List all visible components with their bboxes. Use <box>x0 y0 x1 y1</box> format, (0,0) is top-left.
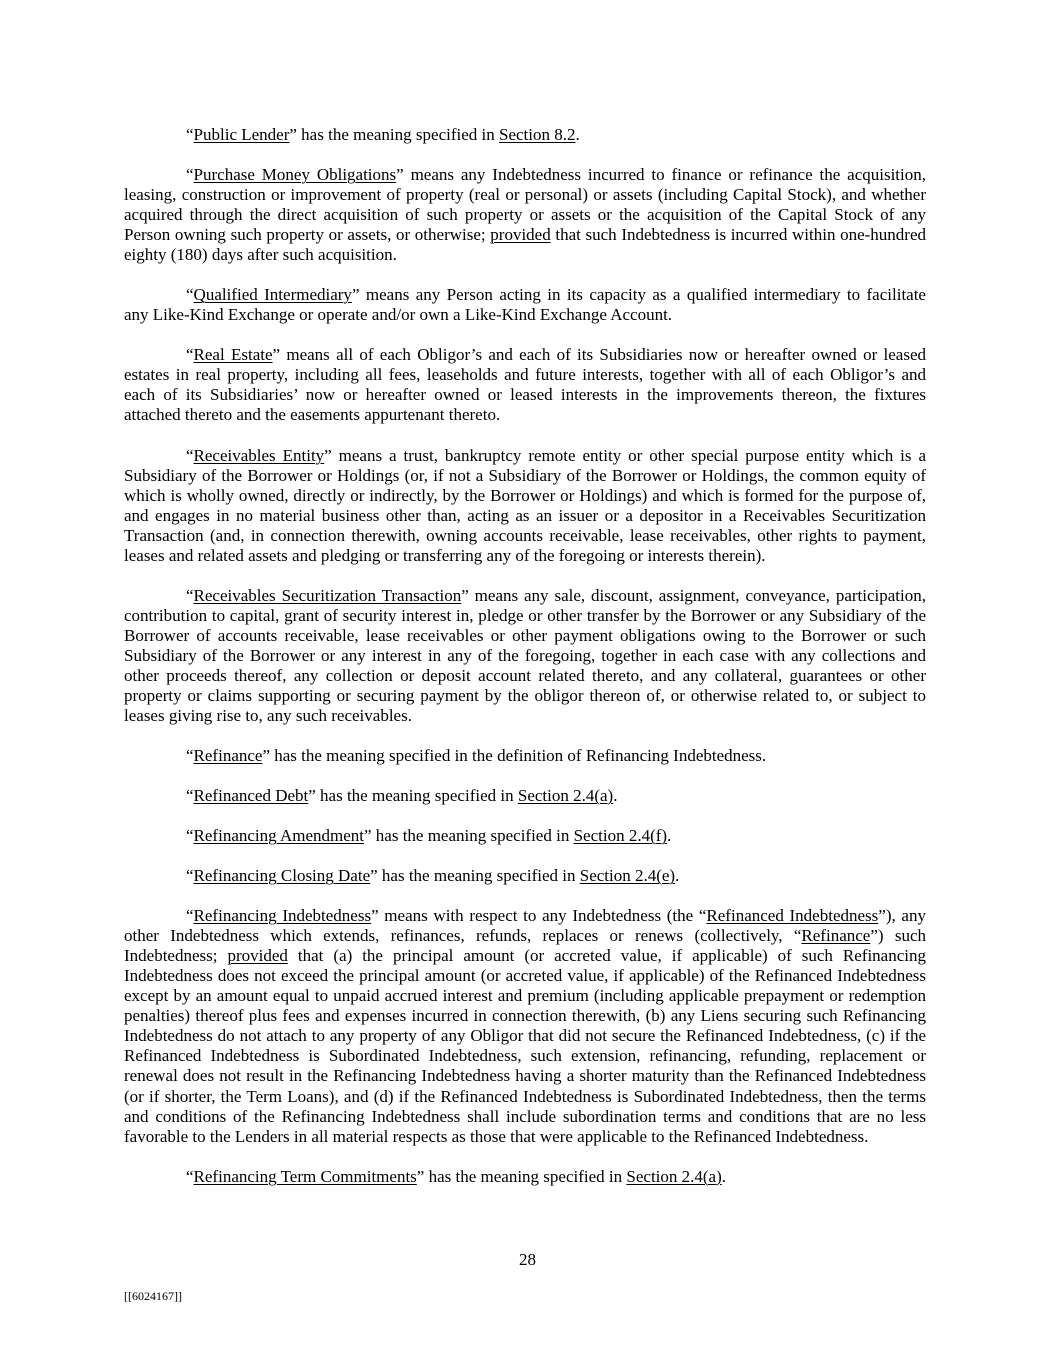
section-reference: Section 2.4(a) <box>626 1166 722 1186</box>
text-run: ” has the meaning specified in <box>416 1166 627 1186</box>
text-line <box>124 506 926 526</box>
section-reference: Section 8.2 <box>499 125 576 144</box>
text-line <box>124 966 926 986</box>
text-run: ” has the meaning specified in <box>363 826 574 846</box>
text-line <box>124 466 926 486</box>
text-line <box>124 706 926 726</box>
text-run: (or if shorter, the Term Loans), and (d) if the Refinanced Indebtedness is Subordinated Indebtedness, then the terms <box>124 1086 926 1106</box>
text-line <box>124 926 926 946</box>
text-run: leases and related assets and pledging or transferring any of the foregoing or interests therein). <box>124 545 766 565</box>
section-reference: Section 2.4(f) <box>573 826 668 846</box>
defined-term: Purchase Money Obligations <box>193 165 397 185</box>
text-run: and engages in no material business other than, acting as an issuer or a depositor in a Receivables Securitization <box>124 505 926 525</box>
text-run: Indebtedness does not exceed the principal amount (or accreted value, if applicable) of the Refinanced Indebtedness <box>124 966 926 986</box>
defined-term: Refinance <box>193 745 263 765</box>
definition-real-estate <box>124 345 926 425</box>
text-run: attached thereto and the easements appurtenant thereto. <box>124 405 501 425</box>
text-line <box>124 646 926 666</box>
text-line <box>124 185 926 205</box>
section-reference: Section 2.4(e) <box>579 866 676 886</box>
defined-term: Refinancing Indebtedness <box>193 906 372 926</box>
definition-purchase-money-obligations <box>124 165 926 265</box>
text-run: acquired through the direct acquisition of such property or assets or the acquisition of the Capital Stock of any <box>124 205 926 225</box>
text-run: ” means any sale, discount, assignment, conveyance, participation, <box>461 585 926 605</box>
text-run: and conditions of the Refinancing Indebtedness shall include subordination terms and conditions that are no less <box>124 1106 926 1126</box>
text-run: Transaction (and, in connection therewith, owning accounts receivable, lease receivables, other rights to payment, <box>124 525 926 545</box>
text-run: . <box>675 866 680 886</box>
text-run: . <box>613 786 618 806</box>
definition-refinanced-debt <box>124 786 926 806</box>
definition-refinancing-closing-date <box>124 866 926 886</box>
text-line <box>124 1127 926 1147</box>
text-run: ” means any Person acting in its capacity as a qualified intermediary to facilitate <box>351 285 926 305</box>
text-line <box>124 606 926 626</box>
text-line <box>124 225 926 245</box>
text-run: ”) such <box>870 926 926 946</box>
text-run: which is wholly owned, directly or indirectly, by the Borrower or Holdings) and which is formed for the purpose of, <box>124 485 926 505</box>
text-run: “ <box>186 125 194 144</box>
text-run: renewal does not result in the Refinancing Indebtedness having a shorter maturity than the Refinanced Indebtedness <box>124 1066 926 1086</box>
text-run: each of its Subsidiaries’ now or hereafter owned or leased interests in the improvements thereon, the fixtures <box>124 385 926 405</box>
text-run: . <box>575 125 580 144</box>
text-run: ” means with respect to any Indebtedness (the “ <box>371 906 707 926</box>
text-run: ” means all of each Obligor’s and each of its Subsidiaries now or hereafter owned or leased <box>272 345 926 365</box>
text-run: . <box>721 1166 727 1186</box>
text-line <box>124 786 926 806</box>
definition-refinance <box>124 746 926 766</box>
text-run: that (a) the principal amount (or accreted value, if applicable) of such Refinancing <box>287 946 926 966</box>
defined-term: Refinancing Closing Date <box>193 866 371 886</box>
text-run: ” has the meaning specified in <box>289 125 499 144</box>
text-line <box>124 946 926 966</box>
text-run: penalties) thereof plus fees and expenses incurred in connection therewith, (b) any Liens securing such Refinancing <box>124 1006 926 1026</box>
text-line <box>124 365 926 385</box>
text-run: other proceeds thereof, any collection or deposit account related thereto, and any collateral, guarantees or other <box>124 665 926 685</box>
page-number: 28 <box>519 1250 536 1269</box>
text-line <box>124 586 926 606</box>
text-line <box>124 1167 926 1187</box>
text-run: “ <box>186 345 194 365</box>
text-run: contribution to capital, grant of security interest in, pledge or other transfer by the Borrower or any Subsidiary of the <box>124 605 926 625</box>
text-run: Indebtedness do not attach to any property of any Obligor that did not secure the Refinanced Indebtedness, (c) if the <box>124 1026 926 1046</box>
document-id: [[6024167]] <box>124 1289 182 1303</box>
text-line <box>124 1087 926 1107</box>
text-run: ” has the meaning specified in <box>370 866 580 886</box>
text-run: except by an amount equal to unpaid accrued interest and premium (including applicable prepayment or redemption <box>124 986 926 1006</box>
text-run: property or claims supporting or securing payment by the obligor thereon of, or otherwise related to, or subject to <box>124 685 926 705</box>
text-line <box>124 245 926 265</box>
text-run: favorable to the Lenders in all material respects as those that were applicable to the Refinanced Indebtedness. <box>124 1126 869 1146</box>
text-run: estates in real property, including all fees, leaseholds and future interests, together with all of each Obligor’s and <box>124 365 926 385</box>
text-line <box>124 826 926 846</box>
defined-term: Receivables Securitization Transaction <box>193 585 462 605</box>
text-line <box>124 285 926 305</box>
defined-term: Public Lender <box>193 125 290 144</box>
text-line <box>124 1066 926 1086</box>
text-run: ” has the meaning specified in the definition of Refinancing Indebtedness. <box>262 745 767 765</box>
text-run: . <box>667 826 672 846</box>
text-line <box>124 686 926 706</box>
proviso-emphasis: provided <box>490 225 551 245</box>
text-line <box>124 1107 926 1127</box>
defined-term: Refinanced Indebtedness <box>706 906 879 926</box>
definition-receivables-entity <box>124 446 926 566</box>
text-run: any Like-Kind Exchange or operate and/or own a Like-Kind Exchange Account. <box>124 305 673 325</box>
definition-receivables-securitization-transaction <box>124 586 926 726</box>
text-line <box>124 626 926 646</box>
text-run: “ <box>186 745 194 765</box>
text-line <box>124 666 926 686</box>
text-line <box>124 1006 926 1026</box>
text-line <box>124 486 926 506</box>
text-run: Refinanced Indebtedness is Subordinated Indebtedness, such extension, refinancing, refunding, replacement or <box>124 1046 926 1066</box>
text-run: that such Indebtedness is incurred within one-hundred <box>550 225 927 245</box>
definitions-body <box>124 125 926 1207</box>
defined-term: Refinancing Term Commitments <box>193 1166 417 1186</box>
defined-term: Refinance <box>801 926 871 946</box>
text-run: ” means any Indebtedness incurred to finance or refinance the acquisition, <box>396 165 926 185</box>
text-line <box>124 1046 926 1066</box>
text-line <box>124 986 926 1006</box>
defined-term: Real Estate <box>193 345 273 365</box>
text-run: Indebtedness; <box>124 946 228 966</box>
text-run: eighty (180) days after such acquisition. <box>124 245 397 265</box>
text-line <box>124 906 926 926</box>
text-run: “ <box>186 826 194 846</box>
text-run: leases giving rise to, any such receivables. <box>124 705 412 725</box>
section-reference: Section 2.4(a) <box>517 786 614 806</box>
text-run: “ <box>186 445 194 465</box>
text-line <box>124 1026 926 1046</box>
definition-refinancing-indebtedness <box>124 906 926 1146</box>
text-line <box>124 446 926 466</box>
defined-term: Refinanced Debt <box>193 786 309 806</box>
text-line <box>124 125 926 145</box>
definition-refinancing-amendment <box>124 826 926 846</box>
text-run: “ <box>186 866 194 886</box>
text-run: “ <box>186 165 194 185</box>
definition-qualified-intermediary <box>124 285 926 325</box>
text-line <box>124 746 926 766</box>
text-line <box>124 405 926 425</box>
defined-term: Refinancing Amendment <box>193 826 364 846</box>
text-run: “ <box>186 1166 194 1186</box>
text-run: Subsidiary of the Borrower or any interest in any of the foregoing, together in each case with any collections and <box>124 645 926 665</box>
text-line <box>124 205 926 225</box>
text-run: ”), any <box>878 906 926 926</box>
text-run: ” has the meaning specified in <box>308 786 518 806</box>
text-run: “ <box>186 585 194 605</box>
text-run: Subsidiary of the Borrower or Holdings (or, if not a Subsidiary of the Borrower or Holdings, the common equity of <box>124 465 926 485</box>
definition-public-lender <box>124 125 926 145</box>
text-run: “ <box>186 906 194 926</box>
text-run: “ <box>186 786 194 806</box>
text-run: Person owning such property or assets, or otherwise; <box>124 225 491 245</box>
defined-term: Qualified Intermediary <box>193 285 352 305</box>
definition-refinancing-term-commitments <box>124 1167 926 1187</box>
defined-term: Receivables Entity <box>193 445 325 465</box>
text-line <box>124 866 926 886</box>
text-run: Borrower of accounts receivable, lease receivables or other payment obligations owing to the Borrower or such <box>124 625 926 645</box>
text-line <box>124 546 926 566</box>
text-line <box>124 385 926 405</box>
text-run: “ <box>186 285 194 305</box>
text-run: leasing, construction or improvement of property (real or personal) or assets (including Capital Stock), and whether <box>124 185 926 205</box>
proviso-emphasis: provided <box>227 946 288 966</box>
text-line <box>124 345 926 365</box>
text-run: other Indebtedness which extends, refinances, refunds, replaces or renews (collectively, “ <box>124 926 802 946</box>
text-line <box>124 165 926 185</box>
text-run: ” means a trust, bankruptcy remote entity or other special purpose entity which is a <box>324 445 926 465</box>
text-line <box>124 526 926 546</box>
text-line <box>124 305 926 325</box>
